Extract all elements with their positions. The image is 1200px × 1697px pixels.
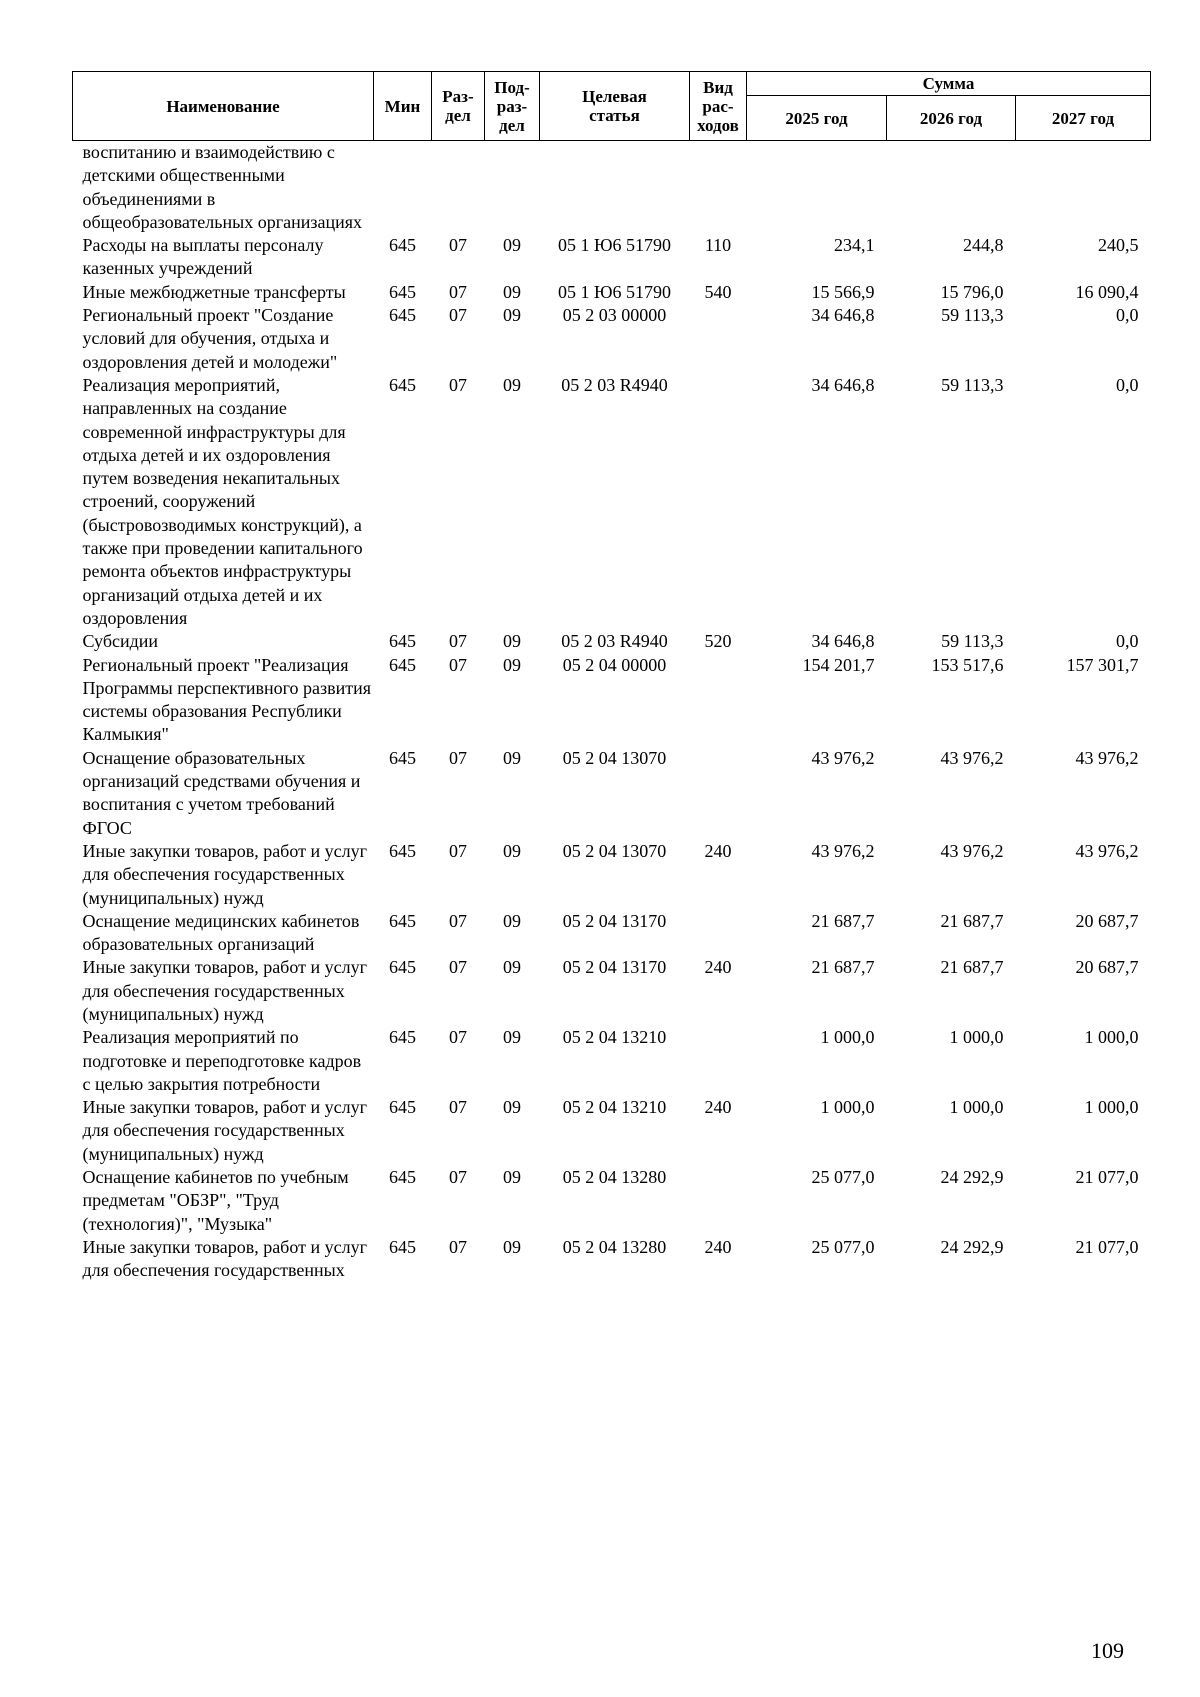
row-razdel: 07: [449, 957, 467, 978]
row-min: 645: [389, 631, 416, 652]
row-name: Региональный проект "Создание условий для обучения, отдыха и оздоровления детей и молодежи": [82, 305, 338, 372]
row-amount-2027: 16 090,4: [1075, 281, 1139, 302]
row-razdel: 07: [449, 631, 467, 652]
table-row: [73, 374, 1151, 630]
row-min: 645: [389, 840, 416, 861]
row-name: Субсидии: [82, 631, 159, 652]
row-min: 645: [389, 281, 416, 302]
row-razdel: 07: [449, 281, 467, 302]
col-header-2026: 2026 год: [887, 96, 1016, 141]
table-row: [73, 234, 1151, 281]
row-amount-2026: 1 000,0: [949, 1027, 1004, 1048]
row-amount-2026: 1 000,0: [949, 1097, 1004, 1118]
row-razdel: 07: [449, 1167, 467, 1188]
row-vid-rashodov: 520: [704, 631, 732, 652]
row-tselevaya-statya: 05 2 04 13280: [562, 1167, 667, 1188]
col-header-min: Мин: [374, 72, 432, 141]
table-row: [73, 141, 1151, 235]
row-amount-2027: 43 976,2: [1075, 840, 1139, 861]
row-name: Расходы на выплаты персоналу казенных учреждений: [82, 235, 324, 279]
row-amount-2025: [747, 141, 887, 235]
row-tselevaya-statya: 05 2 04 13280: [562, 1236, 667, 1257]
row-amount-2027: 43 976,2: [1075, 747, 1139, 768]
row-razdel: 07: [449, 1236, 467, 1257]
row-min: 645: [389, 1167, 416, 1188]
row-amount-2025: 34 646,8: [811, 631, 875, 652]
row-podrazdel: 09: [503, 1027, 521, 1048]
row-amount-2027: 1 000,0: [1084, 1097, 1139, 1118]
col-header-razdel: Раз- дел: [432, 72, 485, 141]
row-min: 645: [389, 1097, 416, 1118]
row-amount-2027: 157 301,7: [1066, 654, 1139, 675]
row-razdel: 07: [449, 747, 467, 768]
row-podrazdel: 09: [503, 840, 521, 861]
row-podrazdel: 09: [503, 747, 521, 768]
row-amount-2027: 0,0: [1116, 305, 1139, 326]
row-tselevaya-statya: 05 2 03 R4940: [561, 374, 668, 395]
row-name: Реализация мероприятий по подготовке и переподготовке кадров с целью закрытия потребности: [82, 1027, 362, 1094]
row-podrazdel: 09: [503, 1167, 521, 1188]
row-razdel: 07: [449, 1027, 467, 1048]
row-tselevaya-statya: 05 2 04 13210: [562, 1027, 667, 1048]
row-tselevaya-statya: 05 1 Ю6 51790: [557, 281, 671, 302]
row-vid-rashodov: [690, 1166, 747, 1236]
row-name: Иные межбюджетные трансферты: [82, 281, 346, 302]
row-amount-2026: 43 976,2: [940, 747, 1004, 768]
row-name: Иные закупки товаров, работ и услуг для обеспечения государственных (муниципальных) нужд: [82, 840, 367, 908]
row-amount-2025: 154 201,7: [802, 654, 875, 675]
row-amount-2027: 20 687,7: [1075, 910, 1139, 931]
table-row: [73, 1096, 1151, 1166]
row-razdel: 07: [449, 840, 467, 861]
table-row: [73, 910, 1151, 957]
row-amount-2025: 43 976,2: [811, 840, 875, 861]
row-vid-rashodov: [690, 1026, 747, 1096]
row-razdel: 07: [449, 654, 467, 675]
row-tselevaya-statya: 05 2 04 13210: [562, 1097, 667, 1118]
row-amount-2025: 43 976,2: [811, 747, 875, 768]
row-vid-rashodov: [690, 304, 747, 374]
col-header-summa: Сумма: [747, 72, 1151, 96]
row-tselevaya-statya: 05 2 04 13070: [562, 840, 667, 861]
row-amount-2026: 15 796,0: [940, 281, 1004, 302]
row-tselevaya-statya: 05 2 03 R4940: [561, 631, 668, 652]
row-amount-2026: 153 517,6: [931, 654, 1004, 675]
col-header-2025: 2025 год: [747, 96, 887, 141]
row-amount-2027: 240,5: [1098, 235, 1139, 256]
row-min: 645: [389, 374, 416, 395]
row-amount-2026: 43 976,2: [940, 840, 1004, 861]
row-vid-rashodov: 240: [704, 957, 732, 978]
table-row: [73, 281, 1151, 304]
row-podrazdel: 09: [503, 910, 521, 931]
table-header: [73, 72, 1151, 141]
row-amount-2025: 25 077,0: [811, 1167, 875, 1188]
row-razdel: 07: [449, 374, 467, 395]
row-amount-2026: 59 113,3: [941, 374, 1004, 395]
row-name: Иные закупки товаров, работ и услуг для обеспечения государственных (муниципальных) нужд: [82, 1097, 367, 1164]
page-number: 109: [1091, 1638, 1124, 1663]
row-name: Оснащение кабинетов по учебным предметам "ОБЗР", "Труд (технология)", "Музыка": [82, 1167, 349, 1234]
row-amount-2026: 21 687,7: [940, 957, 1004, 978]
row-tselevaya-statya: 05 1 Ю6 51790: [557, 235, 671, 256]
row-min: 645: [389, 305, 416, 326]
row-tselevaya-statya: 05 2 04 13170: [562, 957, 667, 978]
row-min: [374, 141, 432, 235]
row-amount-2026: 21 687,7: [940, 910, 1004, 931]
row-razdel: 07: [449, 235, 467, 256]
row-tselevaya-statya: [540, 141, 690, 235]
row-name: Реализация мероприятий, направленных на создание современной инфраструктуры для отдыха детей и их оздоровления путем возведения некапитальных строений, сооружений (быстровозводимых конструкций), а также при проведении капитального ремонта объектов инфраструктуры организаций отдыха детей и их оздоровления: [82, 374, 363, 628]
row-tselevaya-statya: 05 2 04 00000: [562, 654, 667, 675]
row-amount-2027: 1 000,0: [1084, 1027, 1139, 1048]
row-min: 645: [389, 654, 416, 675]
row-vid-rashodov: 240: [704, 840, 732, 861]
row-tselevaya-statya: 05 2 04 13070: [562, 747, 667, 768]
col-header-podrazdel: Под- раз- дел: [485, 72, 540, 141]
row-vid-rashodov: [690, 141, 747, 235]
row-vid-rashodov: 110: [704, 235, 732, 256]
table-body: [73, 141, 1151, 1283]
row-amount-2026: 59 113,3: [941, 631, 1004, 652]
row-razdel: 07: [449, 910, 467, 931]
row-vid-rashodov: [690, 374, 747, 630]
row-podrazdel: [485, 141, 540, 235]
row-amount-2026: 244,8: [963, 235, 1004, 256]
col-header-tselevaya-statya: Целевая статья: [540, 72, 690, 141]
row-tselevaya-statya: 05 2 04 13170: [562, 910, 667, 931]
row-podrazdel: 09: [503, 281, 521, 302]
row-amount-2025: 1 000,0: [820, 1027, 875, 1048]
row-amount-2025: 1 000,0: [820, 1097, 875, 1118]
row-name: Иные закупки товаров, работ и услуг для обеспечения государственных: [82, 1236, 367, 1281]
col-header-name: Наименование: [73, 72, 374, 141]
row-vid-rashodov: [690, 654, 747, 747]
col-header-2027: 2027 год: [1016, 96, 1151, 141]
row-podrazdel: 09: [503, 305, 521, 326]
row-vid-rashodov: [690, 747, 747, 840]
row-name: Иные закупки товаров, работ и услуг для обеспечения государственных (муниципальных) нужд: [82, 957, 367, 1024]
row-amount-2027: 21 077,0: [1075, 1236, 1139, 1257]
row-vid-rashodov: 540: [704, 281, 732, 302]
row-amount-2027: 21 077,0: [1075, 1167, 1139, 1188]
row-vid-rashodov: 240: [704, 1097, 732, 1118]
row-podrazdel: 09: [503, 1236, 521, 1257]
row-amount-2025: 21 687,7: [811, 957, 875, 978]
row-name: Оснащение образовательных организаций средствами обучения и воспитания с учетом требований ФГОС: [82, 747, 361, 838]
row-min: 645: [389, 235, 416, 256]
row-podrazdel: 09: [503, 1097, 521, 1118]
row-amount-2026: [887, 141, 1016, 235]
row-amount-2026: 24 292,9: [940, 1167, 1004, 1188]
row-name: воспитанию и взаимодействию с детскими общественными объединениями в общеобразовательных организациях: [82, 142, 363, 232]
row-vid-rashodov: [690, 910, 747, 957]
table-row: [73, 304, 1151, 374]
budget-table: [72, 71, 1151, 1283]
row-podrazdel: 09: [503, 235, 521, 256]
row-razdel: 07: [449, 305, 467, 326]
row-amount-2027: [1016, 141, 1151, 235]
row-min: 645: [389, 910, 416, 931]
row-amount-2025: 34 646,8: [811, 305, 875, 326]
row-amount-2027: 0,0: [1116, 631, 1139, 652]
table-row: [73, 1166, 1151, 1236]
table-row: [73, 747, 1151, 840]
table-row: [73, 840, 1151, 910]
row-amount-2025: 34 646,8: [811, 374, 875, 395]
row-amount-2025: 234,1: [834, 235, 875, 256]
row-podrazdel: 09: [503, 957, 521, 978]
row-name: Региональный проект "Реализация Программы перспективного развития системы образования Республики Калмыкия": [82, 654, 372, 745]
row-tselevaya-statya: 05 2 03 00000: [562, 305, 667, 326]
row-podrazdel: 09: [503, 654, 521, 675]
row-amount-2027: 20 687,7: [1075, 957, 1139, 978]
row-razdel: 07: [449, 1097, 467, 1118]
row-amount-2025: 15 566,9: [811, 281, 875, 302]
row-min: 645: [389, 1027, 416, 1048]
col-header-vid-rashodov: Вид рас- ходов: [690, 72, 747, 141]
row-name: Оснащение медицинских кабинетов образовательных организаций: [82, 910, 360, 955]
row-amount-2026: 59 113,3: [941, 305, 1004, 326]
table-row: [73, 654, 1151, 747]
table-row: [73, 1026, 1151, 1096]
row-min: 645: [389, 747, 416, 768]
row-amount-2027: 0,0: [1116, 374, 1139, 395]
table-row: [73, 1236, 1151, 1283]
table-row: [73, 956, 1151, 1026]
row-amount-2026: 24 292,9: [940, 1236, 1004, 1257]
row-amount-2025: 25 077,0: [811, 1236, 875, 1257]
row-razdel: [432, 141, 485, 235]
row-min: 645: [389, 957, 416, 978]
row-podrazdel: 09: [503, 631, 521, 652]
row-vid-rashodov: 240: [704, 1236, 732, 1257]
row-min: 645: [389, 1236, 416, 1257]
row-amount-2025: 21 687,7: [811, 910, 875, 931]
row-podrazdel: 09: [503, 374, 521, 395]
table-row: [73, 630, 1151, 653]
